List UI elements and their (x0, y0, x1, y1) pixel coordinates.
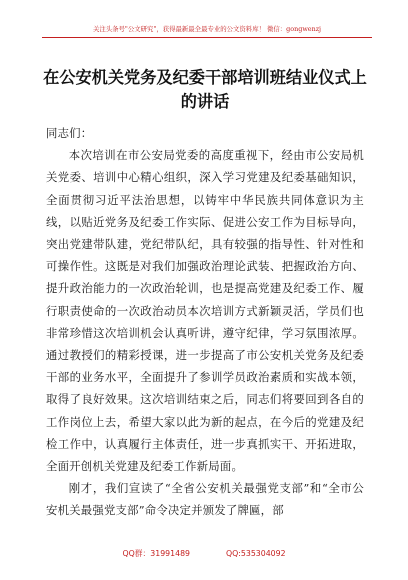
header-banner (42, 23, 372, 38)
paragraph: 本次培训在市公安局党委的高度重视下，经由市公安局机关党委、培训中心精心组织，深入学习党建及纪委基础知识，全面贯彻习近平法治思想，以铸牢中华民族共同体意识为主线，以贴近党务及纪委工作实际、促进公安工作为目标导向，突出党建带队建，党纪带队纪，具有较强的指导性、针对性和可操作性。这既是对我们加强政治理论武装、把握政治方向、提升政治能力的一次政治轮训，也是提高党建及纪委工作、履行职责使命的一次政治动员本次培训方式新颖灵活，学员们也非常珍惜这次培训机会认真听讲，遵守纪律，学习氛围浓厚。通过教授们的精彩授课，进一步提高了市公安机关党务及纪委干部的业务水平，全面提升了参训学员政治素质和实战本领，取得了良好效果。这次培训结束之后，同志们将要回到各自的工作岗位上去，希望大家以此为新的起点，在今后的党建及纪检工作中，认真履行主体责任，进一步真抓实干、开拓进取，全面开创机关党建及纪委工作新局面。 (46, 148, 364, 474)
document-body (46, 122, 364, 522)
paragraph: 刚才，我们宣读了“全省公安机关最强党支部”和“全市公安机关最强党支部”命令决定并颁发了牌匾，部 (46, 481, 364, 518)
footer-qq-group: QQ群：31991489 (122, 549, 190, 558)
footer-qq: QQ:535304092 (226, 549, 286, 558)
header-banner-text: 关注头条号"公文研究"，获得最新最全最专业的公文资料库！ 微信：gongwenzj (92, 25, 322, 33)
salutation: 同志们： (46, 126, 93, 140)
document-title: 在公安机关党务及纪委干部培训班结业仪式上的讲话 (43, 68, 367, 111)
footer-contact (0, 548, 408, 559)
